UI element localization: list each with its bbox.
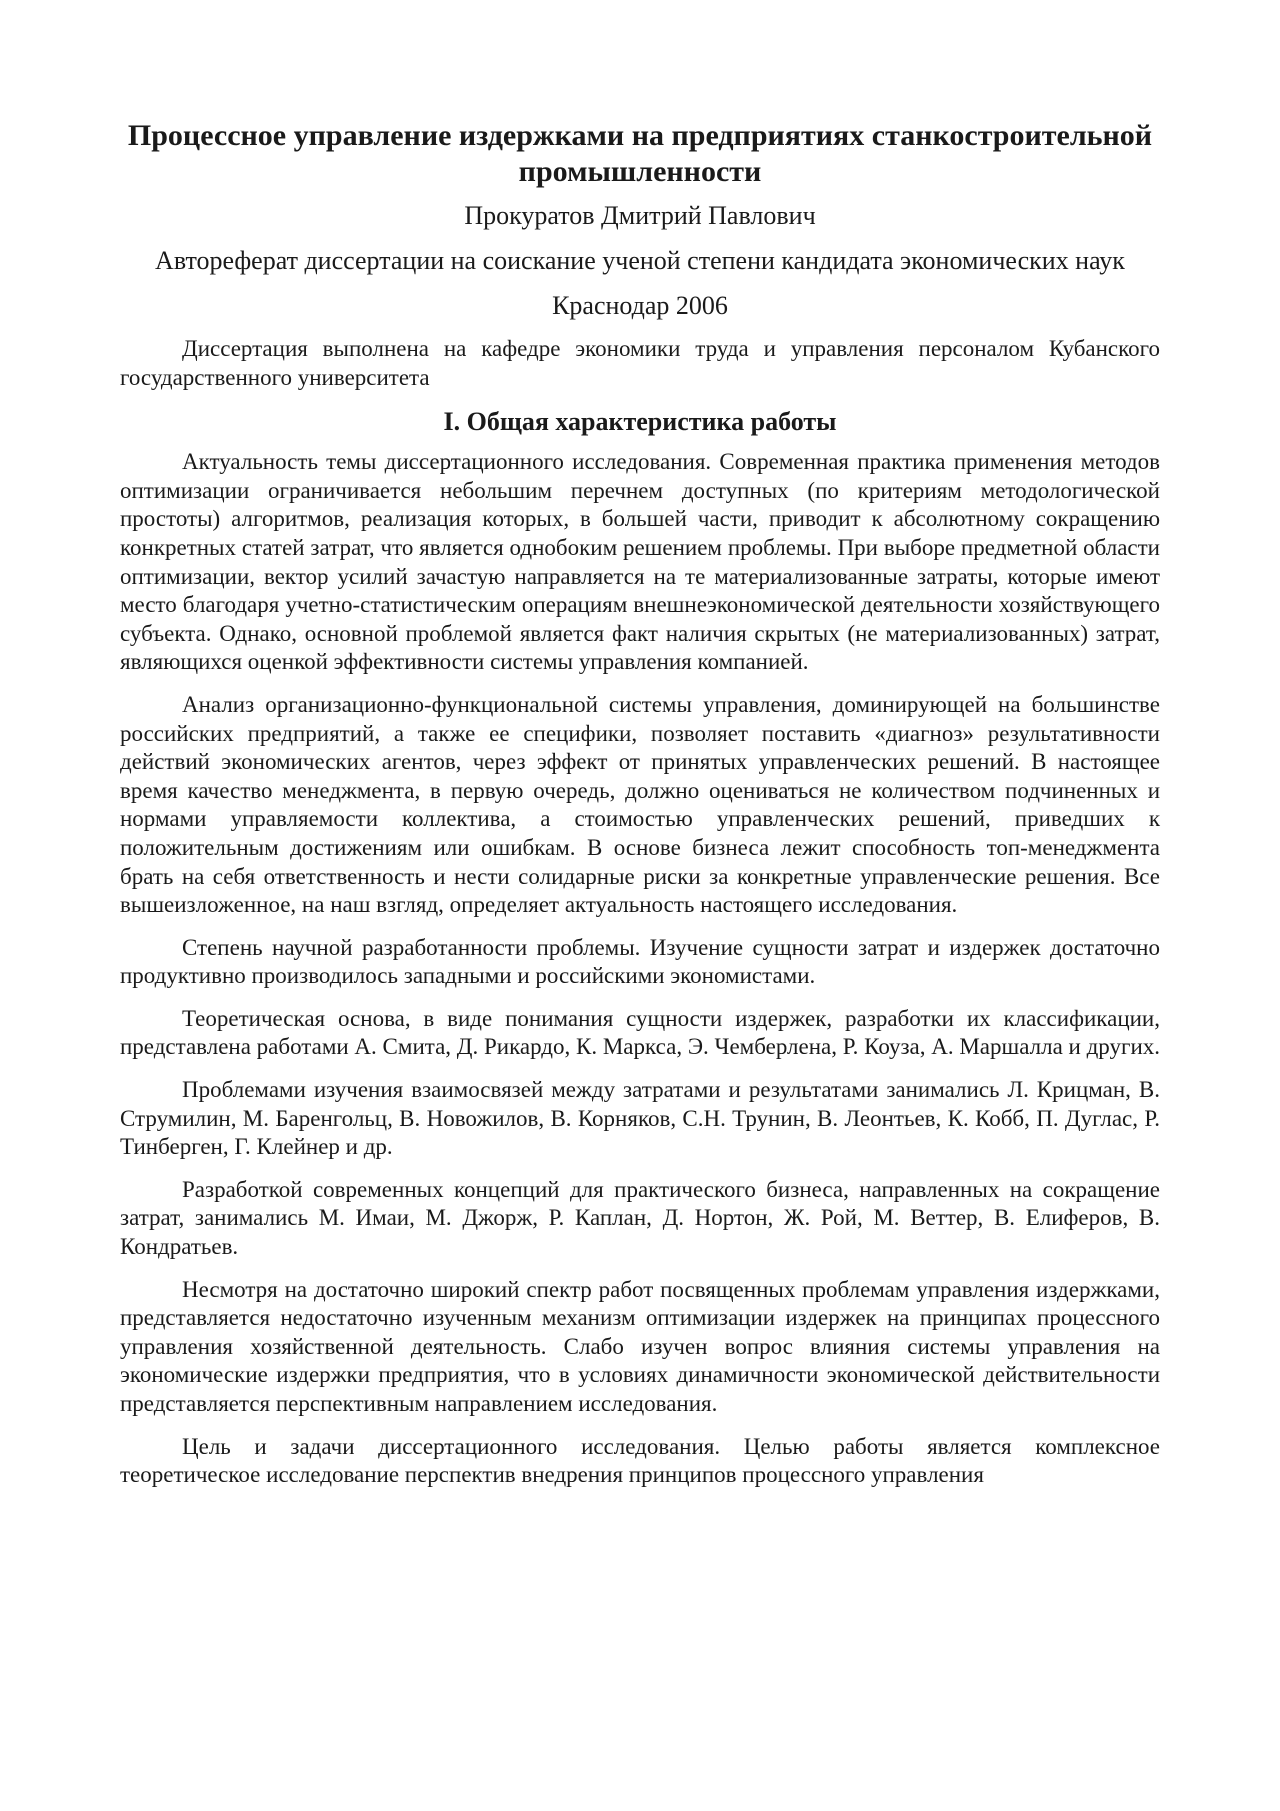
place-year: Краснодар 2006 [552,291,728,320]
paragraph-concepts: Разработкой современных концепций для практического бизнеса, направленных на сокращение затрат, занимались М. Имаи, М. Джорж, Р. Каплан, Д. Нортон, Ж. Рой, М. Веттер, В. Елиферов, В. Кондратьев. [120,1176,1160,1260]
paragraph-theory: Теоретическая основа, в виде понимания сущности издержек, разработки их классификации, представлена работами А. Смита, Д. Рикардо, К. Маркса, Э. Чемберлена, Р. Коуза, А. Маршалла и других. [120,1005,1160,1060]
paragraph-despite: Несмотря на достаточно широкий спектр работ посвященных проблемам управления издержками, представляется недостаточно изученным механизм оптимизации издержек на принципах процессного управления хозяйственной деятельность. Слабо изучен вопрос влияния системы управления на экономические издержки предприятия, что в условиях динамичности экономической действительности представляется перспективным направлением исследования. [120,1276,1160,1416]
paragraph-interrelations: Проблемами изучения взаимосвязей между затратами и результатами занимались Л. Крицман, В. Струмилин, М. Баренгольц, В. Новожилов, В. Корняков, С.Н. Трунин, В. Леонтьев, К. Кобб, П. Дуглас, Р. Тинберген, Г. Клейнер и др. [120,1077,1160,1160]
intro-paragraph: Диссертация выполнена на кафедре экономики труда и управления персоналом Кубанского государственного университета [120,336,1160,390]
section-heading: I. Общая характеристика работы [443,407,837,437]
document-page [120,118,1160,1504]
paragraph-analysis: Анализ организационно-функциональной системы управления, доминирующей на большинстве российских предприятий, а также ее специфики, позволяет поставить «диагноз» результативности действий экономических агентов, через эффект от принятых управленческих решений. В настоящее время качество менеджмента, в первую очередь, должно оцениваться не количеством подчиненных и нормами управляемости коллектива, а стоимостью управленческих решений, приведших к положительным достижениям или ошибкам. В основе бизнеса лежит способность топ-менеджмента брать на себя ответственность и нести солидарные риски за конкретные управленческие решения. Все вышеизложенное, на наш взгляд, определяет актуальность настоящего исследования. [120,691,1160,918]
paragraph-relevance: Актуальность темы диссертационного исследования. Современная практика применения методов оптимизации ограничивается небольшим перечнем доступных (по критериям методологической простоты) алгоритмов, реализация которых, в большей части, приводит к абсолютному сокращению конкретных статей затрат, что является однобоким решением проблемы. При выборе предметной области оптимизации, вектор усилий зачастую направляется на те материализованные затраты, которые имеют место благодаря учетно-статистическим операциям внешнеэкономической деятельности хозяйствующего субъекта. Однако, основной проблемой является факт наличия скрытых (не материализованных) затрат, являющихся оценкой эффективности системы управления компанией. [120,449,1160,675]
paragraph-goal: Цель и задачи диссертационного исследования. Целью работы является комплексное теоретическое исследование перспектив внедрения принципов процессного управления [120,1433,1160,1488]
document-title: Процессное управление издержками на предприятиях станкостроительной промышленности [127,119,1153,188]
paragraph-degree: Степень научной разработанности проблемы. Изучение сущности затрат и издержек достаточно продуктивно производилось западными и российскими экономистами. [120,934,1160,989]
document-subtitle: Автореферат диссертации на соискание ученой степени кандидата экономических наук [155,246,1125,275]
author-name: Прокуратов Дмитрий Павлович [464,201,816,230]
